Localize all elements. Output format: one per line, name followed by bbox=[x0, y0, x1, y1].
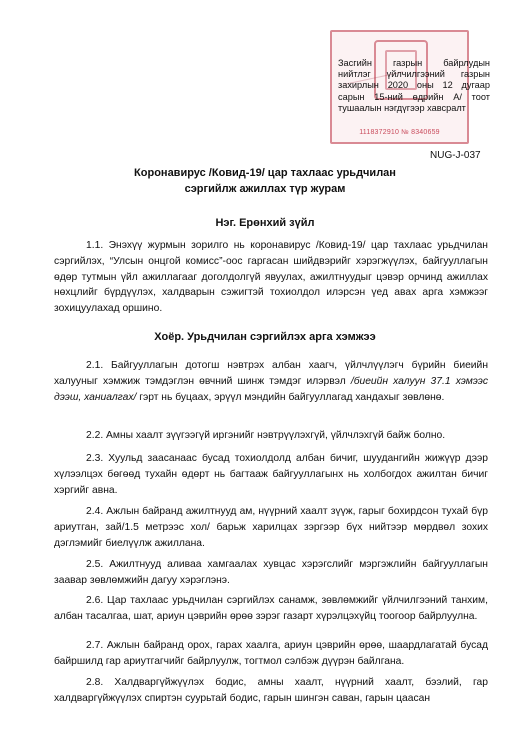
approval-line: нийтлэг үйлчилгээний газрын bbox=[338, 69, 490, 80]
paragraph-text: 2.6. Цар тахлаас урьдчилан сэргийлэх санамж, зөвлөмжийг үйлчилгээний танхим, албан тасалгаа, шат, ариун цэврийн өрөө зэрэг газарт хүрэлцэхүйц тоогоор байрлуулна. bbox=[54, 595, 488, 622]
paragraph-text: 1.1. Энэхүү журмын зорилго нь коронавирус /Ковид-19/ цар тахлаас урьдчилан сэргийлэх, “Улсын онцгой комисс”-оос гаргасан шийдвэрийг хэрэгжүүлэх, байгууллагын өдөр тутмын үйл ажиллагааг доголдолгүй явуулах, ажилтнуудыг цэвэр орчинд ажиллах нөхцлийг бүрдүүлэх, халдварын сэжигтэй тохиолдол илэрсэн үед авах арга хэмжээг зохицуулахад оршино. bbox=[54, 240, 488, 315]
title-line-2: сэргийлж ажиллах түр журам bbox=[184, 183, 346, 195]
document-title bbox=[60, 165, 470, 197]
paragraph-2-2 bbox=[54, 428, 488, 444]
paragraph-2-1 bbox=[54, 358, 488, 405]
paragraph-2-5 bbox=[54, 557, 488, 589]
paragraph-2-3 bbox=[54, 451, 488, 498]
approval-line: тушаалын нэгдүгээр хавсралт bbox=[338, 102, 466, 113]
paragraph-text: 2.8. Халдваргүйжүүлэх бодис, амны хаалт, нүүрний хаалт, бээлий, гар халдваргүйжүүлэх спиртэн суурьтай бодис, гарын шингэн саван, гарын цаасан bbox=[54, 677, 488, 704]
document-code: NUG-J-037 bbox=[430, 150, 481, 161]
paragraph-text: 2.5. Ажилтнууд аливаа хамгаалах хувцас хэрэгслийг мэргэжлийн байгууллагын заавар зөвлөмжийн дагуу хэрэглэнэ. bbox=[54, 559, 488, 586]
approval-note bbox=[338, 58, 490, 114]
approval-line: сарын 15-ний өдрийн А/ тоот bbox=[338, 91, 490, 102]
paragraph-emphasis: /биеийн халуун 37.1 хэмээс дээш, ханиалгах/ bbox=[54, 375, 489, 403]
paragraph-text: 2.3. Хуульд заасанаас бусад тохиолдолд албан бичиг, шуудангийн жижүүр дээр хүлээлцэх бөгөөд тухайн өдөрт нь багтааж байгууллагынх нь холбогдох ажилтан бичиг хэргийг авна. bbox=[54, 453, 488, 496]
paragraph-text: 2.1. Байгууллагын дотогш нэвтрэх албан хаагч, үйлчлүүлэгч бүрийн биеийн халууныг хэмжиж тэмдэглэн өвчний шинж тэмдэг илэрвэл bbox=[54, 360, 488, 387]
paragraph-text: 2.4. Ажлын байранд ажилтнууд ам, нүүрний хаалт зүүж, гарыг бохирдсон тухай бүр ариутган, зай/1.5 метрээс хол/ барьж харилцах зэргээр бүх нийтээр мөрдвөл зохих дэглэмийг биелүүлж ажиллана. bbox=[54, 506, 488, 549]
paragraph-text: гэрт нь буцаах, эрүүл мэндийн байгууллагад хандахыг зөвлөнө. bbox=[136, 391, 445, 403]
title-line-1: Коронавирус /Ковид-19/ цар тахлаас урьдчилан bbox=[134, 167, 396, 179]
paragraph-1-1 bbox=[54, 238, 488, 317]
approval-line: захирлын 2020 оны 12 дугаар bbox=[338, 80, 490, 91]
paragraph-2-6 bbox=[54, 593, 488, 625]
approval-line: Засгийн газрын байрлудын bbox=[338, 58, 490, 68]
paragraph-text: 2.2. Амны хаалт зүүгээгүй иргэнийг нэвтрүүлэхгүй, үйлчлэхгүй байж болно. bbox=[86, 430, 446, 441]
paragraph-2-8 bbox=[54, 675, 488, 707]
section-heading-2: Хоёр. Урьдчилан сэргийлэх арга хэмжээ bbox=[154, 331, 376, 343]
section-heading-1: Нэг. Ерөнхий зүйл bbox=[215, 217, 315, 229]
paragraph-2-4 bbox=[54, 504, 488, 551]
paragraph-2-7 bbox=[54, 638, 488, 670]
stamp-number: 1118372910 № 8340659 bbox=[359, 129, 440, 136]
paragraph-text: 2.7. Ажлын байранд орох, гарах хаалга, ариун цэврийн өрөө, шаардлагатай бусад байршилд гар ариутгагчийг байрлуулж, тогтмол сэлбэж дүүрэн байлгана. bbox=[54, 640, 488, 667]
